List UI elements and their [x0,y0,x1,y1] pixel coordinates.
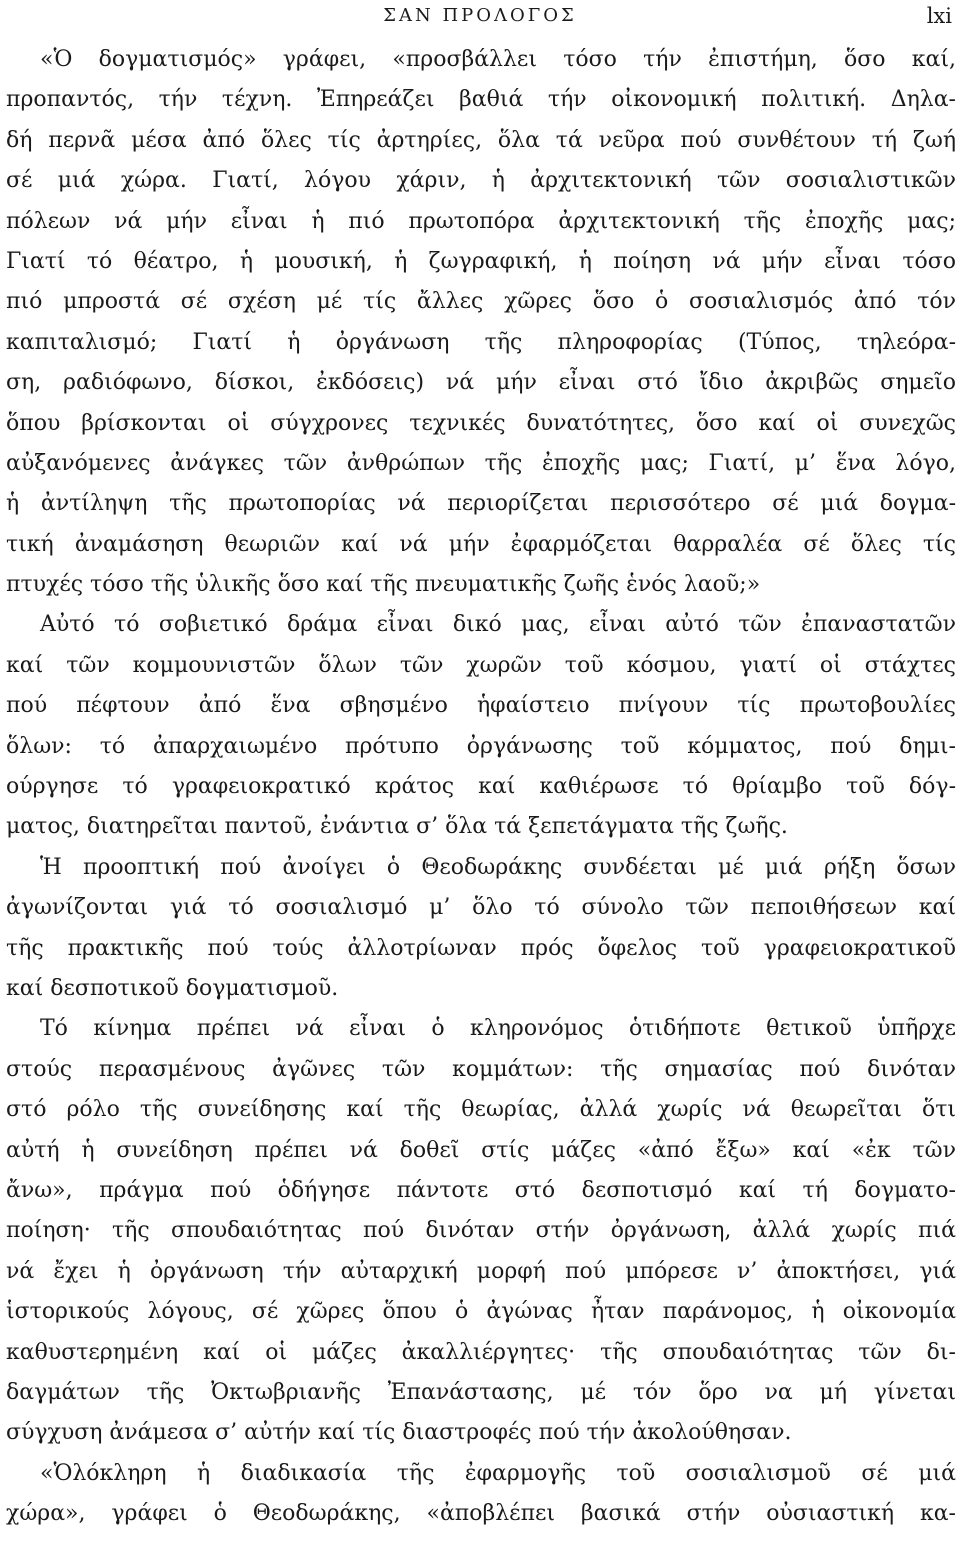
text-line: ποίηση· τῆς σπουδαιότητας πού δινόταν στήν ὀργάνωση, ἀλλά χωρίς πιά [6,1218,956,1244]
text-line: «Ὁ δογματισμός» γράφει, «προσβάλλει τόσο τήν ἐπιστήμη, ὅσο καί, [40,47,956,72]
body-text [0,40,960,1534]
text-line: ἄνω», πράγμα πού ὁδήγησε πάντοτε στό δεσποτισμό καί τή δογματο- [6,1177,956,1203]
text-line: καθυστερημένη καί οἱ μάζες ἀκαλλιέργητες· τῆς σπουδαιότητας τῶν δι- [6,1339,956,1365]
text-line: Ἡ προοπτική πού ἀνοίγει ὁ Θεοδωράκης συνδέεται μέ μιά ρήξη ὅσων [40,854,956,880]
text-line: καί δεσποτικοῦ δογματισμοῦ. [6,975,339,1001]
text-line: ματος, διατηρεῖται παντοῦ, ἐνάντια σ’ ὅλα τά ξεπετάγματα τῆς ζωῆς. [6,814,788,840]
text-line: στούς περασμένους ἀγῶνες τῶν κομμάτων: τῆς σημασίας πού δινόταν [6,1056,956,1082]
text-line: καί τῶν κομμουνιστῶν ὅλων τῶν χωρῶν τοῦ κόσμου, γιατί οἱ στάχτες [6,652,956,678]
text-line: ούργησε τό γραφειοκρατικό κράτος καί καθιέρωσε τό θρίαμβο τοῦ δόγ- [6,774,956,800]
text-line: προπαντός, τήν τέχνη. Ἐπηρεάζει βαθιά τήν οἰκονομική πολιτική. Δηλα- [6,87,956,113]
text-line: αὐξανόμενες ἀνάγκες τῶν ἀνθρώπων τῆς ἐποχῆς μας; Γιατί, μ’ ἕνα λόγο, [6,450,956,476]
text-line: ση, ραδιόφωνο, δίσκοι, ἐκδόσεις) νά μήν εἶναι στό ἴδιο ἀκριβῶς σημεῖο [6,370,956,396]
text-line: καπιταλισμό; Γιατί ἡ ὀργάνωση τῆς πληροφορίας (Τύπος, τηλεόρα- [6,329,956,355]
page-number: lxi [926,4,952,28]
text-line: δή περνᾶ μέσα ἀπό ὅλες τίς ἀρτηρίες, ὅλα τά νεῦρα πού συνθέτουν τή ζωή [6,127,956,153]
text-line: σύγχυση ἀνάμεσα σ’ αὐτήν καί τίς διαστροφές πού τήν ἀκολούθησαν. [6,1420,792,1446]
text-line: Γιατί τό θέατρο, ἡ μουσική, ἡ ζωγραφική, ἡ ποίηση νά μήν εἶναι τόσο [6,248,956,274]
text-line: πτυχές τόσο τῆς ὑλικῆς ὅσο καί τῆς πνευματικῆς ζωῆς ἑνός λαοῦ;» [6,572,761,598]
text-line: ἀγωνίζονται γιά τό σοσιαλισμό μ’ ὅλο τό σύνολο τῶν πεποιθήσεων καί [6,895,956,921]
text-line: νά ἔχει ἡ ὀργάνωση τήν αὐταρχική μορφή πού μπόρεσε ν’ ἀποκτήσει, γιά [6,1258,956,1284]
text-line: πού πέφτουν ἀπό ἕνα σβησμένο ἡφαίστειο πνίγουν τίς πρωτοβουλίες [6,693,956,719]
text-line: πιό μπροστά σέ σχέση μέ τίς ἄλλες χῶρες ὅσο ὁ σοσιαλισμός ἀπό τόν [6,289,956,315]
text-line: δαγμάτων τῆς Ὀκτωβριανῆς Ἐπανάστασης, μέ τόν ὅρο να μή γίνεται [6,1379,956,1405]
text-line: χώρα», γράφει ὁ Θεοδωράκης, «ἀποβλέπει βασικά στήν οὐσιαστική κα- [6,1501,956,1527]
text-line: Αὐτό τό σοβιετικό δράμα εἶναι δικό μας, εἶναι αὐτό τῶν ἐπαναστατῶν [40,612,956,638]
text-line: ἱστορικούς λόγους, σέ χῶρες ὅπου ὁ ἀγώνας ἦταν παράνομος, ἡ οἰκονομία [6,1299,956,1325]
text-line: ἡ ἀντίληψη τῆς πρωτοπορίας νά περιορίζεται περισσότερο σέ μιά δογμα- [6,491,956,517]
running-head-title: ΣΑΝ ΠΡΟΛΟΓΟΣ [383,5,577,26]
text-line: τῆς πρακτικῆς πού τούς ἀλλοτρίωναν πρός ὄφελος τοῦ γραφειοκρατικοῦ [6,935,956,961]
text-line: πόλεων νά μήν εἶναι ἡ πιό πρωτοπόρα ἀρχιτεκτονική τῆς ἐποχῆς μας; [6,208,956,234]
text-line: σέ μιά χώρα. Γιατί, λόγου χάριν, ἡ ἀρχιτεκτονική τῶν σοσιαλιστικῶν [6,168,956,194]
text-line: τική ἀναμάσηση θεωριῶν καί νά μήν ἐφαρμόζεται θαρραλέα σέ ὅλες τίς [6,531,956,557]
text-line: ὅλων: τό ἀπαρχαιωμένο πρότυπο ὀργάνωσης τοῦ κόμματος, πού δημι- [6,733,956,759]
text-line: ὅπου βρίσκονται οἱ σύγχρονες τεχνικές δυνατότητες, ὅσο καί οἱ συνεχῶς [6,410,956,436]
running-head [0,4,960,30]
text-line: «Ὁλόκληρη ἡ διαδικασία τῆς ἐφαρμογῆς τοῦ σοσιαλισμοῦ σέ μιά [40,1460,956,1486]
text-line: Τό κίνημα πρέπει νά εἶναι ὁ κληρονόμος ὁτιδήποτε θετικοῦ ὑπῆρχε [40,1016,956,1042]
text-line: αὐτή ἡ συνείδηση πρέπει νά δοθεῖ στίς μάζες «ἀπό ἔξω» καί «ἐκ τῶν [6,1137,956,1163]
text-line: στό ρόλο τῆς συνείδησης καί τῆς θεωρίας, ἀλλά χωρίς νά θεωρεῖται ὅτι [6,1097,956,1123]
